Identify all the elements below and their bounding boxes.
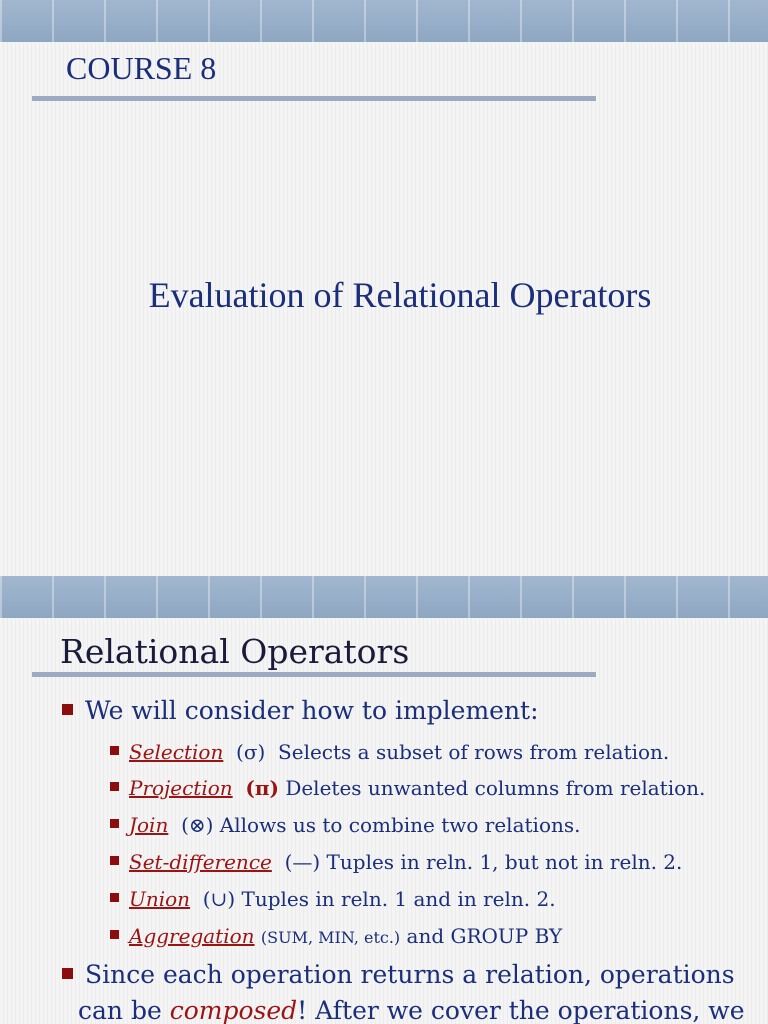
operator-symbol: (SUM, MIN, etc.) xyxy=(260,928,401,947)
operator-symbol: (σ) xyxy=(236,740,266,764)
operator-symbol: (⊗) xyxy=(181,813,214,837)
operator-item-set-difference xyxy=(110,850,682,874)
operator-symbol: (—) xyxy=(284,850,321,874)
operator-symbol: (∪) xyxy=(202,887,236,911)
operator-name: Projection xyxy=(129,776,233,800)
operator-name: Aggregation xyxy=(129,924,255,948)
operator-item-aggregation xyxy=(110,924,562,948)
bullet-square-icon xyxy=(62,704,73,715)
bullet-closing: Since each operation returns a relation, operations xyxy=(62,960,735,989)
operator-item-union xyxy=(110,887,556,911)
operator-description: Allows us to combine two relations. xyxy=(219,813,581,837)
bullet-square-icon xyxy=(110,746,119,755)
title-rule xyxy=(32,672,596,677)
title-rule xyxy=(32,96,596,101)
course-title: COURSE 8 xyxy=(66,50,217,86)
operator-item-projection xyxy=(110,776,705,800)
slide-main-title: Evaluation of Relational Operators xyxy=(148,275,652,315)
bullet-closing-line2: can be composed! After we cover the operations, we xyxy=(78,996,745,1024)
operator-item-selection xyxy=(110,740,669,764)
bullet-square-icon xyxy=(62,968,73,979)
bullet-intro: We will consider how to implement: xyxy=(62,696,539,725)
operator-description: Deletes unwanted columns from relation. xyxy=(285,776,706,800)
operator-name: Union xyxy=(129,887,191,911)
operator-description: Selects a subset of rows from relation. xyxy=(278,740,670,764)
bullet-square-icon xyxy=(110,856,119,865)
emphasis-composed: composed xyxy=(169,996,298,1024)
slide-title: Relational Operators xyxy=(60,632,410,671)
operator-description: Tuples in reln. 1, but not in reln. 2. xyxy=(326,850,683,874)
operator-item-join xyxy=(110,813,580,837)
bullet-square-icon xyxy=(110,782,119,791)
header-band xyxy=(0,0,768,42)
operator-name: Join xyxy=(129,813,169,837)
bullet-square-icon xyxy=(110,930,119,939)
operator-symbol: (π) xyxy=(245,776,279,800)
bullet-square-icon xyxy=(110,893,119,902)
operator-name: Selection xyxy=(129,740,224,764)
operator-description: and GROUP BY xyxy=(406,924,563,948)
operator-name: Set-difference xyxy=(129,850,272,874)
slide-2 xyxy=(0,576,768,1024)
header-band xyxy=(0,576,768,618)
bullet-square-icon xyxy=(110,819,119,828)
operator-description: Tuples in reln. 1 and in reln. 2. xyxy=(241,887,556,911)
